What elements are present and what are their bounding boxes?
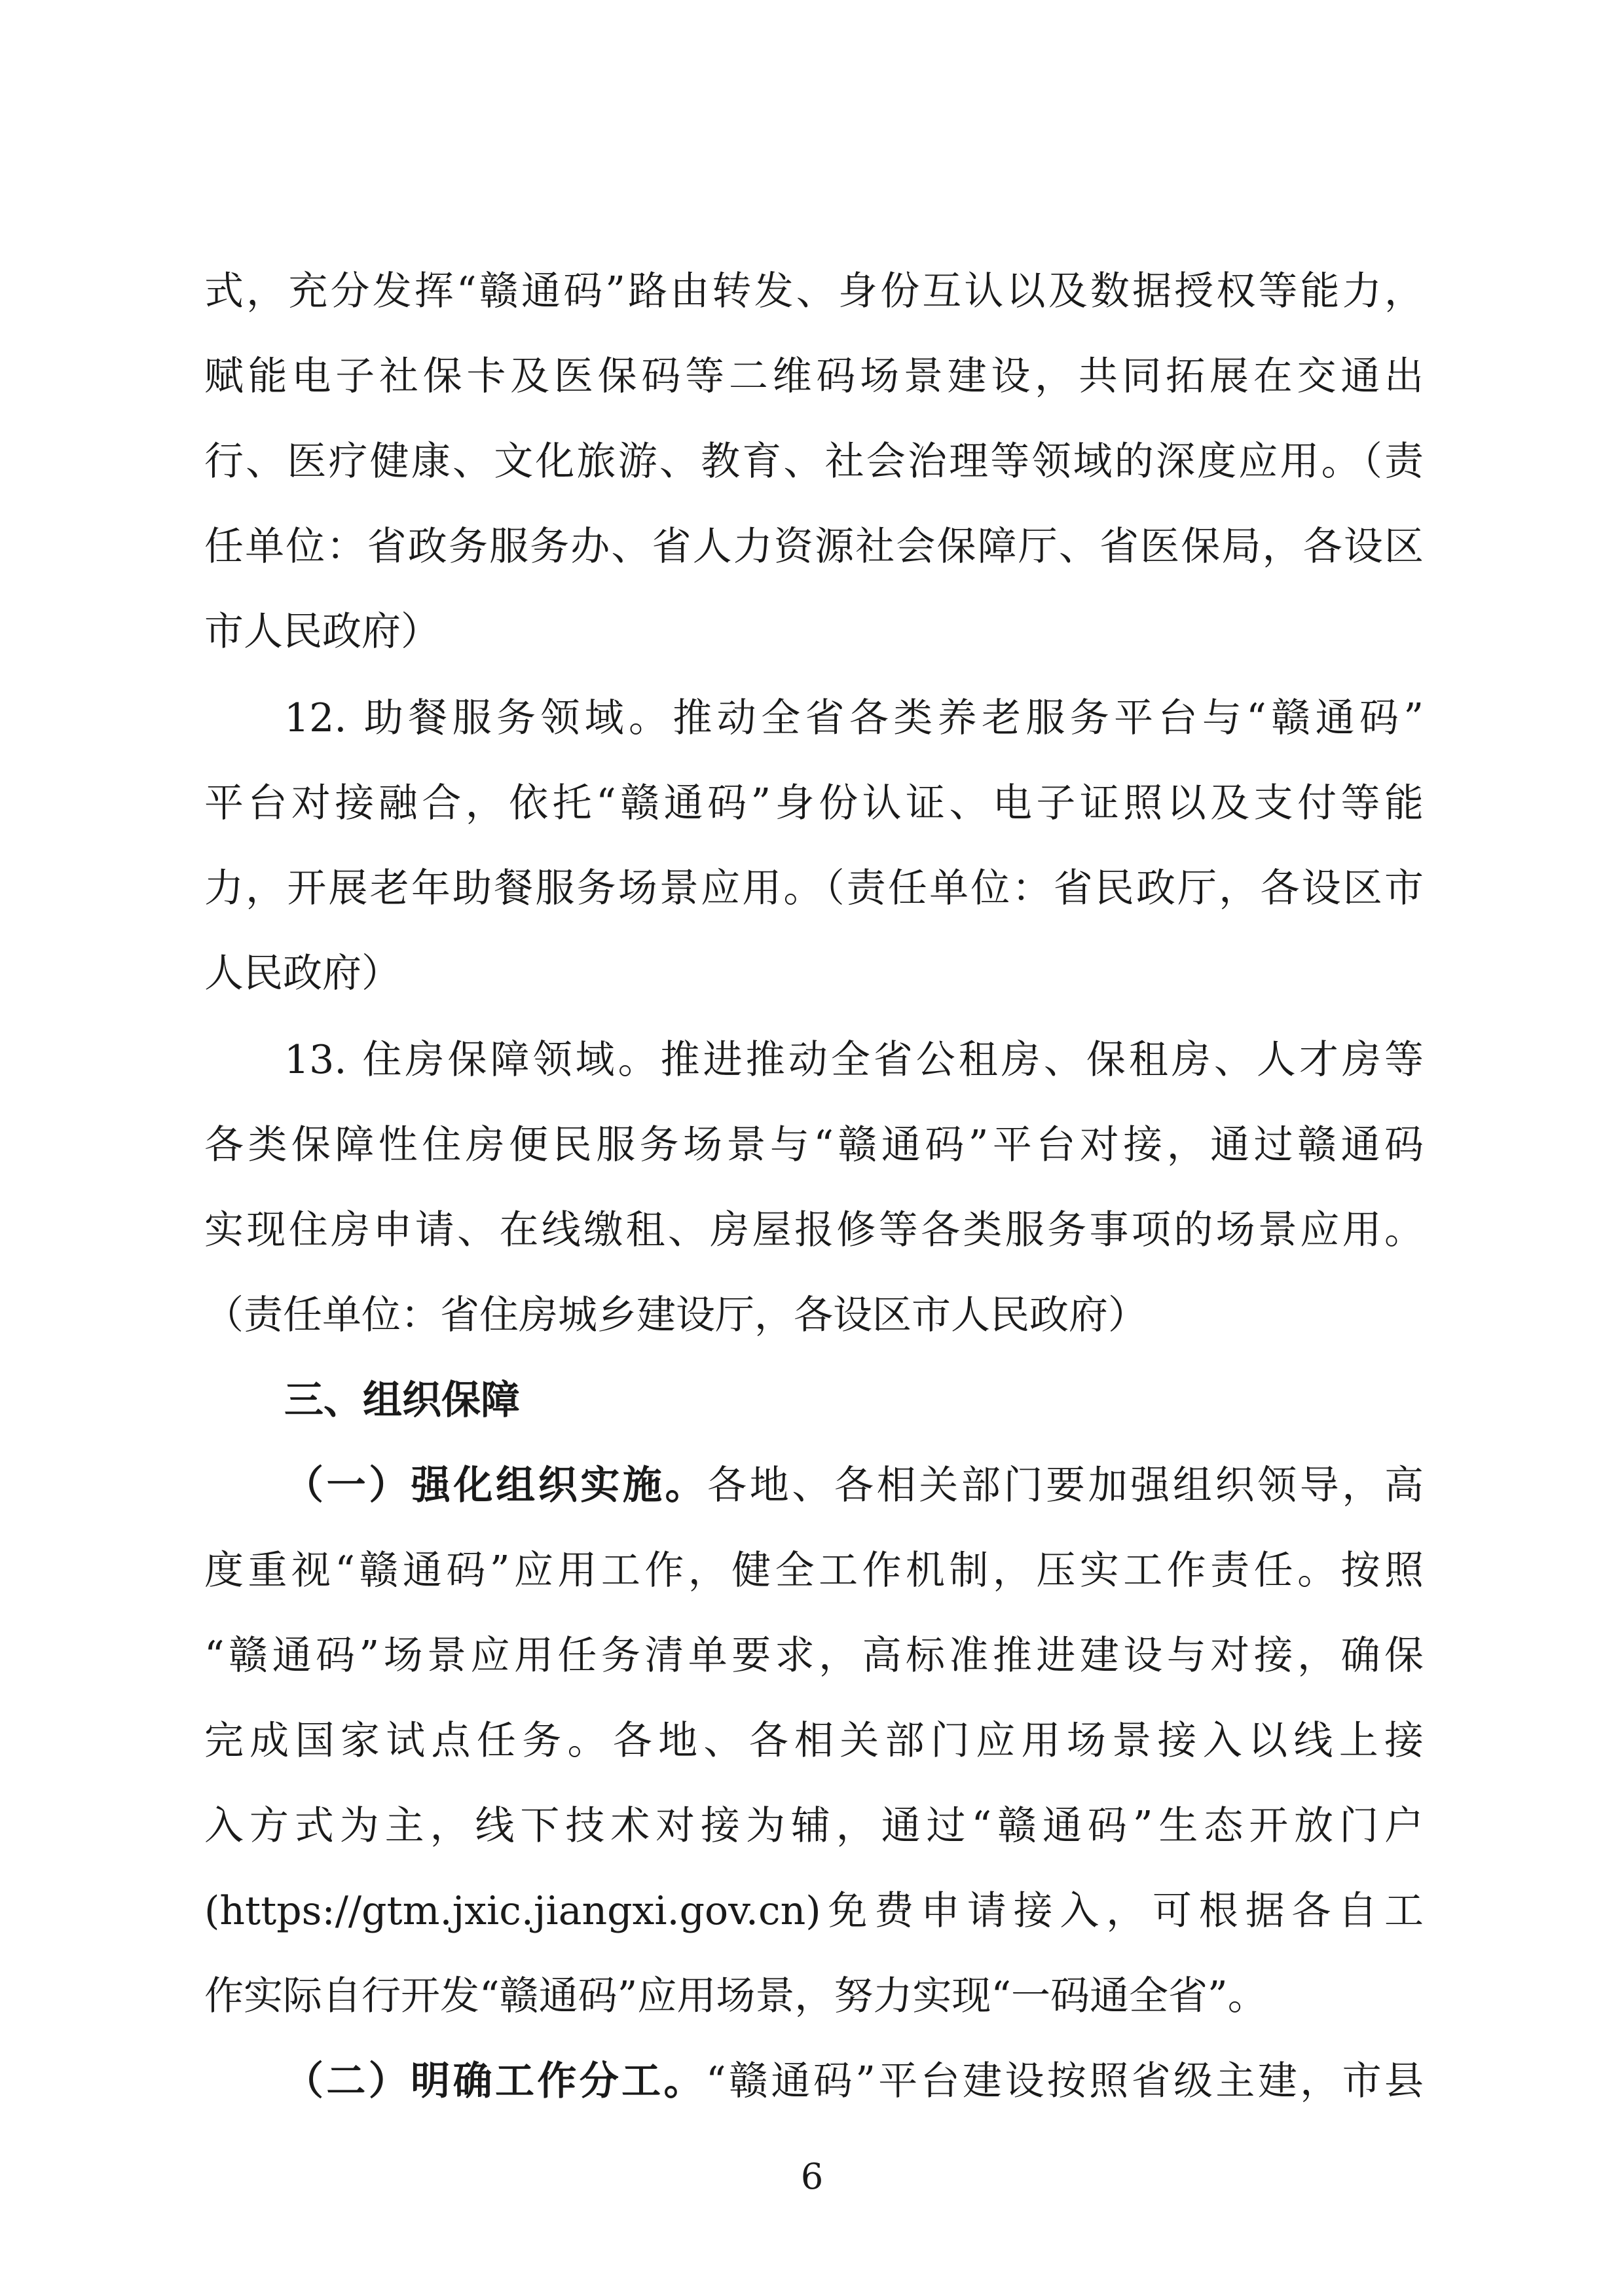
subsection-1-title: （一）强化组织实施。 bbox=[284, 1463, 708, 1508]
body-text-line: 平台对接融合，依托“赣通码”身份认证、电子证照以及支付等能 bbox=[204, 780, 1424, 826]
body-text-line: “赣通码”场景应用任务清单要求，高标准推进建设与对接，确保 bbox=[204, 1633, 1424, 1679]
page-number: 6 bbox=[800, 2156, 824, 2197]
body-text-line: 力，开展老年助餐服务场景应用。（责任单位：省民政厅，各设区市 bbox=[204, 866, 1424, 911]
body-text-line: 任单位：省政务服务办、省人力资源社会保障厅、省医保局，各设区 bbox=[204, 524, 1424, 570]
body-text-line: 入方式为主，线下技术对接为辅，通过“赣通码”生态开放门户 bbox=[204, 1803, 1424, 1849]
subsection-2-first-line bbox=[284, 2052, 1424, 2111]
subsection-2-text: “赣通码”平台建设按照省级主建，市县 bbox=[705, 2058, 1424, 2104]
body-text-line: 市人民政府） bbox=[204, 609, 440, 655]
body-text-line: 行、医疗健康、文化旅游、教育、社会治理等领域的深度应用。（责 bbox=[204, 439, 1424, 484]
section-heading: 三、组织保障 bbox=[284, 1377, 520, 1423]
item-12-first-line: 12. 助餐服务领域。推动全省各类养老服务平台与“赣通码” bbox=[284, 695, 1424, 741]
body-text-line: 完成国家试点任务。各地、各相关部门应用场景接入以线上接 bbox=[204, 1718, 1424, 1764]
body-text-line: 实现住房申请、在线缴租、房屋报修等各类服务事项的场景应用。 bbox=[204, 1207, 1424, 1253]
body-text-line: 式，充分发挥“赣通码”路由转发、身份互认以及数据授权等能力， bbox=[204, 268, 1424, 314]
subsection-2-title: （二）明确工作分工。 bbox=[284, 2058, 706, 2104]
subsection-1-first-line bbox=[284, 1456, 1424, 1515]
body-text-line: 作实际自行开发“赣通码”应用场景，努力实现“一码通全省”。 bbox=[204, 1973, 1267, 2019]
body-text-line: 人民政府） bbox=[204, 951, 401, 996]
item-13-first-line: 13. 住房保障领域。推进推动全省公租房、保租房、人才房等 bbox=[284, 1037, 1424, 1083]
body-text-line: （责任单位：省住房城乡建设厅，各设区市人民政府） bbox=[204, 1292, 1147, 1338]
body-text-line: 各类保障性住房便民服务场景与“赣通码”平台对接，通过赣通码 bbox=[204, 1122, 1424, 1168]
body-text-line: 赋能电子社保卡及医保码等二维码场景建设，共同拓展在交通出 bbox=[204, 354, 1424, 399]
body-text-line: 度重视“赣通码”应用工作，健全工作机制，压实工作责任。按照 bbox=[204, 1548, 1424, 1594]
subsection-1-text: 各地、各相关部门要加强组织领导，高 bbox=[707, 1463, 1424, 1508]
body-text-line-with-url: (https://gtm.jxic.jiangxi.gov.cn)免费申请接入，可根据各自工 bbox=[204, 1888, 1424, 1934]
